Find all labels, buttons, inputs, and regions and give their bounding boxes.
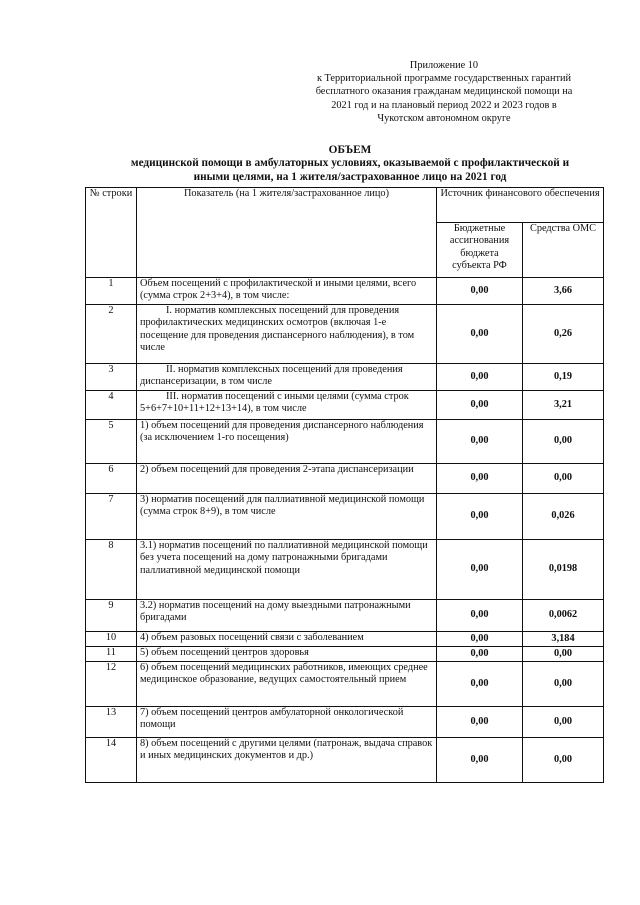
row-number: 7 [86, 494, 137, 540]
row-oms-value: 3,66 [523, 278, 604, 305]
row-oms-value: 0,00 [523, 738, 604, 783]
table-row [86, 632, 604, 647]
row-number: 12 [86, 662, 137, 707]
row-number: 14 [86, 738, 137, 783]
row-indicator: III. норматив посещений с иными целями (сумма строк 5+6+7+10+11+12+13+14), в том числе [137, 391, 437, 420]
row-oms-value: 0,00 [523, 662, 604, 707]
row-oms-value: 0,00 [523, 464, 604, 494]
table-row [86, 738, 604, 783]
row-oms-value: 0,00 [523, 707, 604, 738]
row-budget-value: 0,00 [437, 278, 523, 305]
table-row [86, 600, 604, 632]
row-number: 10 [86, 632, 137, 647]
appendix-line: Приложение 10 [409, 60, 479, 71]
row-oms-value: 0,026 [523, 494, 604, 540]
row-indicator: Объем посещений с профилактической и иными целями, всего (сумма строк 2+3+4), в том числе: [137, 278, 437, 305]
row-budget-value: 0,00 [437, 738, 523, 783]
row-indicator: 3) норматив посещений для паллиативной медицинской помощи (сумма строк 8+9), в том числе [137, 494, 437, 540]
row-budget-value: 0,00 [437, 540, 523, 600]
appendix-line: бесплатного оказания гражданам медицинской помощи на [315, 86, 573, 98]
row-budget-value: 0,00 [437, 494, 523, 540]
row-indicator: 8) объем посещений с другими целями (патронаж, выдача справок и иных медицинских документов и др.) [137, 738, 437, 783]
appendix-line: Чукотском автономном округе [377, 112, 511, 124]
header-budget: Бюджетные ассигнования бюджета субъекта РФ [437, 223, 523, 278]
row-number: 8 [86, 540, 137, 600]
table-row [86, 647, 604, 662]
row-budget-value: 0,00 [437, 391, 523, 420]
header-row-number: № строки [86, 188, 137, 278]
row-number: 9 [86, 600, 137, 632]
row-indicator: 4) объем разовых посещений связи с заболеванием [137, 632, 437, 647]
row-indicator: II. норматив комплексных посещений для проведения диспансеризации, в том числе [137, 364, 437, 391]
title-line-3: иными целями, на 1 жителя/застрахованное лицо на 2021 год [193, 170, 507, 183]
row-budget-value: 0,00 [437, 600, 523, 632]
row-number: 6 [86, 464, 137, 494]
row-budget-value: 0,00 [437, 647, 523, 662]
appendix-line: к Территориальной программе государственных гарантий [316, 73, 572, 85]
row-number: 4 [86, 391, 137, 420]
row-number: 1 [86, 278, 137, 305]
row-budget-value: 0,00 [437, 662, 523, 707]
header-indicator: Показатель (на 1 жителя/застрахованное лицо) [137, 188, 437, 278]
row-indicator: 7) объем посещений центров амбулаторной онкологической помощи [137, 707, 437, 738]
row-budget-value: 0,00 [437, 707, 523, 738]
row-oms-value: 0,00 [523, 647, 604, 662]
appendix-line: 2021 год и на плановый период 2022 и 2023 годов в [331, 99, 557, 111]
row-budget-value: 0,00 [437, 420, 523, 464]
row-indicator: I. норматив комплексных посещений для проведения профилактических медицинских осмотров (включая 1-е посещение для проведения диспансерного наблюдения), в том числе [137, 305, 437, 364]
table-row [86, 305, 604, 364]
row-budget-value: 0,00 [437, 464, 523, 494]
row-number: 13 [86, 707, 137, 738]
row-budget-value: 0,00 [437, 632, 523, 647]
row-indicator: 1) объем посещений для проведения диспансерного наблюдения (за исключением 1-го посещения) [137, 420, 437, 464]
row-oms-value: 0,0062 [523, 600, 604, 632]
row-oms-value: 3,21 [523, 391, 604, 420]
table-row [86, 464, 604, 494]
table-row [86, 707, 604, 738]
table-row [86, 391, 604, 420]
table-row [86, 364, 604, 391]
row-number: 5 [86, 420, 137, 464]
table-row [86, 278, 604, 305]
row-oms-value: 3,184 [523, 632, 604, 647]
row-budget-value: 0,00 [437, 305, 523, 364]
document-title [60, 144, 640, 184]
title-line-2: медицинской помощи в амбулаторных условиях, оказываемой с профилактической и [130, 157, 570, 170]
appendix-note [258, 59, 630, 125]
title-line-1: ОБЪЕМ [328, 144, 372, 156]
row-oms-value: 0,19 [523, 364, 604, 391]
row-oms-value: 0,00 [523, 420, 604, 464]
row-budget-value: 0,00 [437, 364, 523, 391]
row-oms-value: 0,0198 [523, 540, 604, 600]
row-indicator: 5) объем посещений центров здоровья [137, 647, 437, 662]
table-row [86, 494, 604, 540]
table-row [86, 662, 604, 707]
row-indicator: 2) объем посещений для проведения 2-этапа диспансеризации [137, 464, 437, 494]
table-row [86, 420, 604, 464]
row-indicator: 6) объем посещений медицинских работников, имеющих среднее медицинское образование, ведущих самостоятельный прием [137, 662, 437, 707]
row-number: 3 [86, 364, 137, 391]
row-indicator: 3.2) норматив посещений на дому выездными патронажными бригадами [137, 600, 437, 632]
header-oms: Средства ОМС [523, 223, 604, 278]
volume-table [85, 187, 604, 783]
header-funding-source: Источник финансового обеспечения [437, 188, 604, 223]
row-number: 2 [86, 305, 137, 364]
row-number: 11 [86, 647, 137, 662]
row-indicator: 3.1) норматив посещений по паллиативной медицинской помощи без учета посещений на дому патронажными бригадами паллиативной медицинской помощи [137, 540, 437, 600]
table-row [86, 540, 604, 600]
row-oms-value: 0,26 [523, 305, 604, 364]
